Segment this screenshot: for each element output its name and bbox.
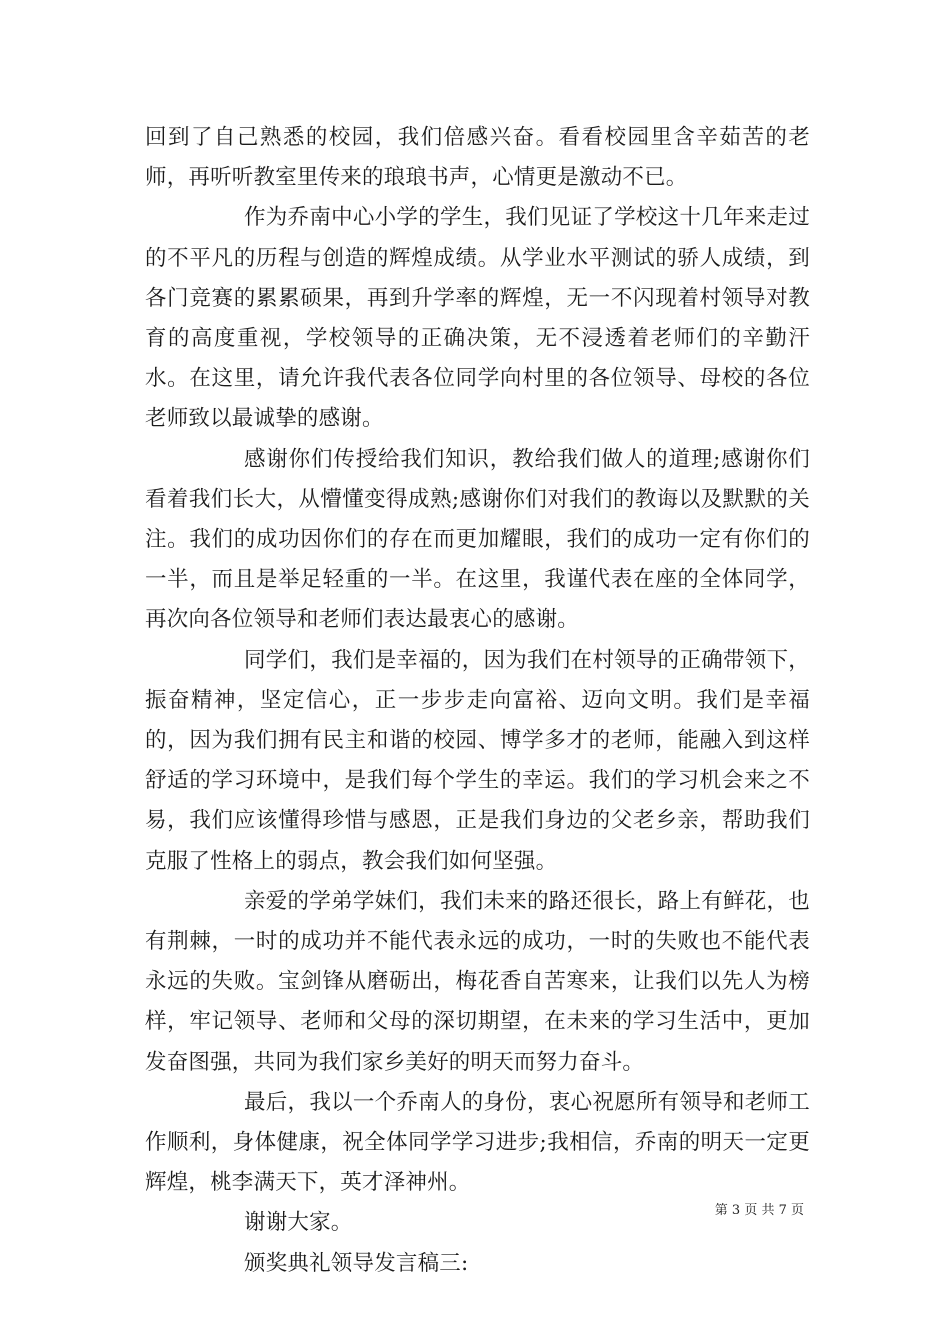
document-body: [145, 118, 810, 1284]
paragraph: 亲爱的学弟学妹们，我们未来的路还很长，路上有鲜花，也有荆棘，一时的成功并不能代表永远的成功，一时的失败也不能代表永远的失败。宝剑锋从磨砺出，梅花香自苦寒来，让我们以先人为榜样，牢记领导、老师和父母的深切期望，在未来的学习生活中，更加发奋图强，共同为我们家乡美好的明天而努力奋斗。: [145, 888, 810, 1075]
paragraph: 最后，我以一个乔南人的身份，衷心祝愿所有领导和老师工作顺利，身体健康，祝全体同学学习进步;我相信，乔南的明天一定更辉煌，桃李满天下，英才泽神州。: [145, 1089, 810, 1196]
page-number: 第 3 页 共 7 页: [714, 1203, 804, 1218]
paragraph: 作为乔南中心小学的学生，我们见证了学校这十几年来走过的不平凡的历程与创造的辉煌成绩。从学业水平测试的骄人成绩，到各门竞赛的累累硕果，再到升学率的辉煌，无一不闪现着村领导对教育的高度重视，学校领导的正确决策，无不浸透着老师们的辛勤汗水。在这里，请允许我代表各位同学向村里的各位领导、母校的各位老师致以最诚挚的感谢。: [145, 205, 810, 432]
paragraph: 谢谢大家。: [244, 1210, 353, 1236]
paragraph: 感谢你们传授给我们知识，教给我们做人的道理;感谢你们看着我们长大，从懵懂变得成熟;感谢你们对我们的教诲以及默默的关注。我们的成功因你们的存在而更加耀眼，我们的成功一定有你们的一半，而且是举足轻重的一半。在这里，我谨代表在座的全体同学，再次向各位领导和老师们表达最衷心的感谢。: [145, 446, 810, 633]
paragraph: 回到了自己熟悉的校园，我们倍感兴奋。看看校园里含辛茹苦的老师，再听听教室里传来的琅琅书声，心情更是激动不已。: [145, 125, 810, 191]
paragraph: 同学们，我们是幸福的，因为我们在村领导的正确带领下，振奋精神，坚定信心，正一步步走向富裕、迈向文明。我们是幸福的，因为我们拥有民主和谐的校园、博学多才的老师，能融入到这样舒适的学习环境中，是我们每个学生的幸运。我们的学习机会来之不易，我们应该懂得珍惜与感恩，正是我们身边的父老乡亲，帮助我们克服了性格上的弱点，教会我们如何坚强。: [145, 647, 810, 874]
section-heading: 颁奖典礼领导发言稿三:: [244, 1250, 469, 1276]
